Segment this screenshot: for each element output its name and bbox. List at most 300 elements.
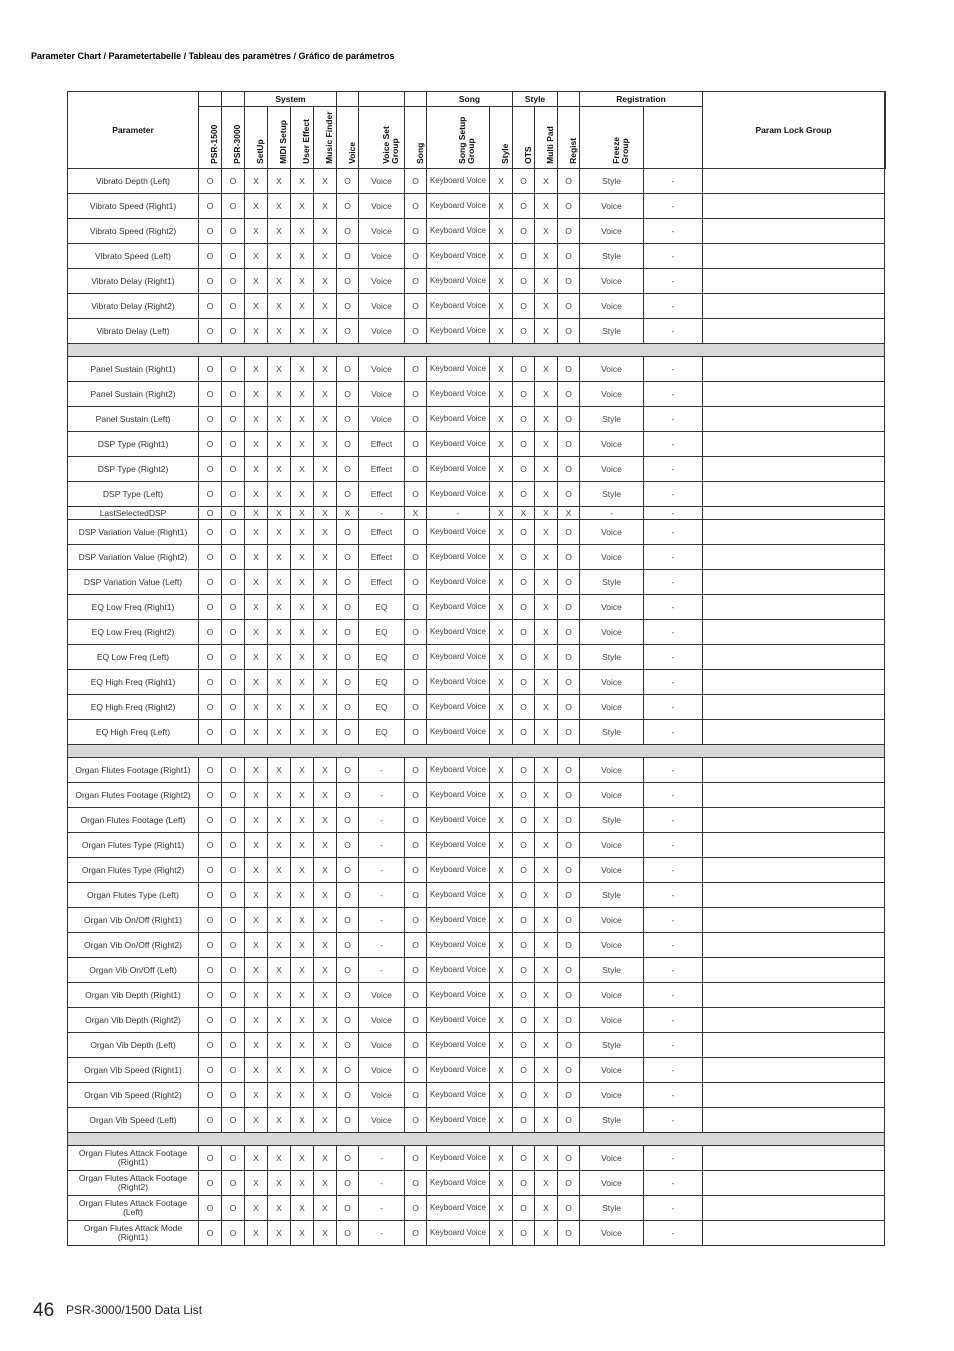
cell-value: O (513, 933, 535, 958)
cell-value: X (291, 507, 314, 520)
note-cell (703, 670, 885, 695)
cell-value: O (337, 1196, 359, 1221)
cell-value: X (490, 1083, 513, 1108)
cell-value: X (268, 520, 291, 545)
cell-value: X (291, 933, 314, 958)
cell-value: O (558, 357, 580, 382)
cell-value: X (490, 432, 513, 457)
cell-value: Voice (580, 1008, 644, 1033)
cell-value: - (644, 1221, 703, 1246)
table-row (68, 269, 886, 294)
cell-value: X (291, 833, 314, 858)
note-cell (703, 1146, 885, 1171)
cell-value: O (558, 595, 580, 620)
cell-value: X (535, 808, 558, 833)
cell-value: - (359, 933, 405, 958)
cell-value: Voice (580, 432, 644, 457)
cell-value: X (337, 507, 359, 520)
cell-value: O (222, 883, 245, 908)
cell-value: O (337, 382, 359, 407)
cell-value: O (222, 933, 245, 958)
cell-value: X (268, 1008, 291, 1033)
table-row (68, 695, 886, 720)
parameter-name: Vibrato Speed (Left) (68, 244, 199, 269)
cell-value: X (490, 983, 513, 1008)
cell-value: O (337, 570, 359, 595)
cell-value: X (490, 1108, 513, 1133)
cell-value: X (268, 570, 291, 595)
cell-value: X (245, 1108, 268, 1133)
cell-value: Keyboard Voice (427, 357, 490, 382)
cell-value: X (314, 407, 337, 432)
cell-value: - (644, 1083, 703, 1108)
cell-value: X (291, 382, 314, 407)
cell-value: O (337, 670, 359, 695)
parameter-name: Panel Sustain (Left) (68, 407, 199, 432)
note-cell (703, 595, 885, 620)
cell-value: X (291, 570, 314, 595)
cell-value: Voice (359, 382, 405, 407)
cell-value: O (513, 808, 535, 833)
cell-value: Voice (580, 294, 644, 319)
cell-value: O (558, 382, 580, 407)
cell-value: Voice (580, 695, 644, 720)
cell-value: O (558, 169, 580, 194)
cell-value: X (291, 858, 314, 883)
cell-value: O (558, 1171, 580, 1196)
cell-value: O (337, 1146, 359, 1171)
cell-value: O (337, 269, 359, 294)
cell-value: Effect (359, 457, 405, 482)
cell-value: O (513, 1196, 535, 1221)
cell-value: O (222, 357, 245, 382)
cell-value: Voice (359, 1083, 405, 1108)
cell-value: X (535, 858, 558, 883)
cell-value: Keyboard Voice (427, 319, 490, 344)
cell-value: - (644, 407, 703, 432)
cell-value: Voice (580, 457, 644, 482)
cell-value: Voice (359, 169, 405, 194)
parameter-name: LastSelectedDSP (68, 507, 199, 520)
cell-value: O (405, 908, 427, 933)
note-cell (703, 958, 885, 983)
cell-value: O (405, 695, 427, 720)
cell-value: X (535, 432, 558, 457)
note-cell (703, 933, 885, 958)
table-row (68, 407, 886, 432)
cell-value: O (337, 169, 359, 194)
parameter-name: DSP Variation Value (Right1) (68, 520, 199, 545)
table-row (68, 758, 886, 783)
cell-value: - (359, 833, 405, 858)
cell-value: O (199, 1058, 222, 1083)
cell-value: O (558, 482, 580, 507)
cell-value: - (359, 507, 405, 520)
cell-value: X (245, 620, 268, 645)
cell-value: X (268, 1196, 291, 1221)
parameter-chart (67, 91, 886, 1246)
cell-value: X (490, 319, 513, 344)
cell-value: O (199, 1196, 222, 1221)
cell-value: X (291, 1083, 314, 1108)
cell-value: O (199, 833, 222, 858)
cell-value: Keyboard Voice (427, 432, 490, 457)
cell-value: O (513, 758, 535, 783)
cell-value: Voice (359, 1108, 405, 1133)
cell-value: O (513, 570, 535, 595)
cell-value: X (314, 983, 337, 1008)
cell-value: O (558, 720, 580, 745)
cell-value: X (490, 1196, 513, 1221)
cell-value: X (291, 783, 314, 808)
note-cell (703, 570, 885, 595)
cell-value: X (314, 1196, 337, 1221)
cell-value: O (558, 1146, 580, 1171)
cell-value: O (222, 758, 245, 783)
cell-value: Effect (359, 432, 405, 457)
cell-value: X (245, 1058, 268, 1083)
cell-value: X (245, 695, 268, 720)
cell-value: Voice (359, 294, 405, 319)
cell-value: Style (580, 482, 644, 507)
cell-value: O (222, 1221, 245, 1246)
table-row (68, 1171, 886, 1196)
cell-value: X (535, 357, 558, 382)
column-header: SetUp (245, 107, 268, 169)
cell-value: Keyboard Voice (427, 645, 490, 670)
cell-value: O (222, 520, 245, 545)
note-cell (703, 482, 885, 507)
cell-value: O (337, 194, 359, 219)
cell-value: O (222, 457, 245, 482)
cell-value: Keyboard Voice (427, 269, 490, 294)
note-cell (703, 720, 885, 745)
cell-value: O (222, 833, 245, 858)
cell-value: X (490, 958, 513, 983)
cell-value: O (513, 620, 535, 645)
cell-value: X (535, 570, 558, 595)
cell-value: X (490, 1146, 513, 1171)
cell-value: O (199, 432, 222, 457)
cell-value: O (558, 1221, 580, 1246)
cell-value: X (535, 645, 558, 670)
cell-value: X (291, 482, 314, 507)
cell-value: O (222, 908, 245, 933)
parameter-name: EQ High Freq (Right1) (68, 670, 199, 695)
header-group-style: Style (513, 92, 558, 107)
cell-value: Voice (580, 219, 644, 244)
cell-value: X (535, 457, 558, 482)
cell-value: O (199, 908, 222, 933)
cell-value: O (558, 545, 580, 570)
table-row (68, 382, 886, 407)
cell-value: Voice (359, 1033, 405, 1058)
cell-value: O (222, 958, 245, 983)
cell-value: O (405, 883, 427, 908)
cell-value: Voice (580, 269, 644, 294)
cell-value: X (245, 933, 268, 958)
cell-value: O (513, 670, 535, 695)
cell-value: O (222, 294, 245, 319)
cell-value: X (535, 482, 558, 507)
table-row (68, 520, 886, 545)
cell-value: Voice (359, 1058, 405, 1083)
cell-value: Voice (580, 1058, 644, 1083)
cell-value: Effect (359, 570, 405, 595)
cell-value: X (314, 1033, 337, 1058)
note-cell (703, 883, 885, 908)
cell-value: Keyboard Voice (427, 858, 490, 883)
cell-value: Keyboard Voice (427, 382, 490, 407)
cell-value: O (405, 1171, 427, 1196)
cell-value: X (314, 507, 337, 520)
cell-value: X (314, 783, 337, 808)
note-cell (703, 407, 885, 432)
cell-value: O (405, 758, 427, 783)
cell-value: O (337, 294, 359, 319)
table-row (68, 432, 886, 457)
parameter-name: Organ Vib On/Off (Left) (68, 958, 199, 983)
cell-value: X (490, 194, 513, 219)
cell-value: O (337, 457, 359, 482)
cell-value: Style (580, 319, 644, 344)
cell-value: Voice (580, 1146, 644, 1171)
cell-value: O (405, 570, 427, 595)
section-divider (68, 745, 886, 758)
cell-value: O (405, 169, 427, 194)
cell-value: X (535, 244, 558, 269)
cell-value: X (268, 670, 291, 695)
cell-value: O (199, 883, 222, 908)
cell-value: - (644, 1171, 703, 1196)
note-cell (703, 545, 885, 570)
table-row (68, 1033, 886, 1058)
cell-value: - (644, 1058, 703, 1083)
cell-value: O (199, 1008, 222, 1033)
cell-value: - (644, 1108, 703, 1133)
cell-value: O (222, 695, 245, 720)
cell-value: Voice (359, 194, 405, 219)
cell-value: - (644, 595, 703, 620)
cell-value: Keyboard Voice (427, 1108, 490, 1133)
cell-value: O (199, 670, 222, 695)
table-row (68, 908, 886, 933)
cell-value: O (405, 457, 427, 482)
parameter-name: Organ Flutes Attack Footage (Left) (68, 1196, 199, 1221)
note-cell (703, 1058, 885, 1083)
cell-value: - (644, 720, 703, 745)
cell-value: X (291, 595, 314, 620)
cell-value: O (405, 1221, 427, 1246)
column-header: Multi Pad (535, 107, 558, 169)
cell-value: X (535, 758, 558, 783)
cell-value: - (644, 219, 703, 244)
cell-value: O (513, 1083, 535, 1108)
cell-value: O (558, 783, 580, 808)
cell-value: X (291, 1008, 314, 1033)
cell-value: Voice (580, 933, 644, 958)
cell-value: Voice (580, 1083, 644, 1108)
note-cell (703, 432, 885, 457)
cell-value: O (337, 908, 359, 933)
cell-value: Keyboard Voice (427, 695, 490, 720)
note-cell (703, 520, 885, 545)
note-cell (703, 1221, 885, 1246)
cell-value: X (535, 695, 558, 720)
cell-value: X (268, 1146, 291, 1171)
cell-value: O (337, 432, 359, 457)
cell-value: O (199, 194, 222, 219)
cell-value: O (222, 432, 245, 457)
cell-value: X (245, 294, 268, 319)
note-cell (703, 457, 885, 482)
cell-value: O (513, 908, 535, 933)
cell-value: X (268, 219, 291, 244)
cell-value: O (558, 269, 580, 294)
cell-value: X (490, 670, 513, 695)
cell-value: X (490, 758, 513, 783)
cell-value: X (535, 670, 558, 695)
cell-value: X (268, 457, 291, 482)
cell-value: O (513, 1033, 535, 1058)
cell-value: X (314, 645, 337, 670)
cell-value: O (558, 808, 580, 833)
cell-value: Keyboard Voice (427, 908, 490, 933)
cell-value: O (405, 620, 427, 645)
cell-value: X (245, 670, 268, 695)
cell-value: - (644, 294, 703, 319)
cell-value: X (535, 269, 558, 294)
cell-value: O (513, 883, 535, 908)
parameter-name: Organ Vib Depth (Right1) (68, 983, 199, 1008)
cell-value: X (291, 219, 314, 244)
cell-value: Style (580, 1108, 644, 1133)
cell-value: O (558, 520, 580, 545)
note-cell (703, 1171, 885, 1196)
cell-value: X (268, 645, 291, 670)
cell-value: X (314, 294, 337, 319)
cell-value: X (490, 382, 513, 407)
cell-value: EQ (359, 720, 405, 745)
cell-value: Voice (359, 1008, 405, 1033)
cell-value: X (490, 1058, 513, 1083)
cell-value: O (558, 758, 580, 783)
cell-value: O (199, 1171, 222, 1196)
cell-value: - (644, 382, 703, 407)
cell-value: X (291, 432, 314, 457)
cell-value: X (245, 244, 268, 269)
cell-value: X (268, 407, 291, 432)
table-row (68, 983, 886, 1008)
parameter-name: Vibrato Delay (Right1) (68, 269, 199, 294)
cell-value: O (558, 294, 580, 319)
table-row (68, 294, 886, 319)
cell-value: O (513, 983, 535, 1008)
cell-value: Voice (580, 670, 644, 695)
cell-value: X (291, 1146, 314, 1171)
cell-value: X (490, 695, 513, 720)
cell-value: O (337, 1008, 359, 1033)
column-header: Voice Set Group (359, 107, 405, 169)
cell-value: O (513, 695, 535, 720)
cell-value: O (199, 808, 222, 833)
cell-value: O (405, 1008, 427, 1033)
cell-value: X (314, 570, 337, 595)
cell-value: O (405, 833, 427, 858)
cell-value: O (405, 1083, 427, 1108)
cell-value: X (245, 1221, 268, 1246)
parameter-name: Vibrato Delay (Left) (68, 319, 199, 344)
cell-value: X (314, 1171, 337, 1196)
cell-value: O (337, 833, 359, 858)
cell-value: O (513, 244, 535, 269)
cell-value: Style (580, 645, 644, 670)
cell-value: - (644, 545, 703, 570)
document-title: PSR-3000/1500 Data List (66, 1303, 203, 1317)
table-row (68, 620, 886, 645)
cell-value: X (291, 1033, 314, 1058)
cell-value: X (314, 319, 337, 344)
cell-value: O (558, 983, 580, 1008)
cell-value: O (199, 720, 222, 745)
cell-value: O (222, 570, 245, 595)
cell-value: O (405, 269, 427, 294)
cell-value: X (535, 1108, 558, 1133)
cell-value: X (291, 1221, 314, 1246)
cell-value: O (337, 1033, 359, 1058)
column-header: OTS (513, 107, 535, 169)
note-cell (703, 169, 885, 194)
parameter-name: EQ High Freq (Left) (68, 720, 199, 745)
cell-value: X (268, 858, 291, 883)
parameter-name: DSP Type (Right2) (68, 457, 199, 482)
cell-value: O (199, 595, 222, 620)
cell-value: X (535, 194, 558, 219)
column-header: PSR-1500 (199, 107, 222, 169)
cell-value: X (314, 520, 337, 545)
cell-value: O (513, 595, 535, 620)
cell-value: X (535, 219, 558, 244)
cell-value: O (199, 958, 222, 983)
table-row (68, 194, 886, 219)
cell-value: O (199, 645, 222, 670)
table-row (68, 482, 886, 507)
parameter-name: Organ Vib Depth (Right2) (68, 1008, 199, 1033)
cell-value: X (490, 357, 513, 382)
cell-value: Keyboard Voice (427, 294, 490, 319)
cell-value: O (337, 1083, 359, 1108)
parameter-name: DSP Type (Right1) (68, 432, 199, 457)
cell-value: X (268, 620, 291, 645)
cell-value: O (558, 958, 580, 983)
cell-value: X (245, 1033, 268, 1058)
cell-value: X (268, 833, 291, 858)
cell-value: O (558, 244, 580, 269)
cell-value: X (268, 958, 291, 983)
parameter-name: Organ Vib On/Off (Right1) (68, 908, 199, 933)
cell-value: X (314, 357, 337, 382)
cell-value: Voice (580, 983, 644, 1008)
note-cell (703, 244, 885, 269)
cell-value: O (337, 958, 359, 983)
parameter-name: Vibrato Delay (Right2) (68, 294, 199, 319)
note-cell (703, 833, 885, 858)
cell-value: X (535, 382, 558, 407)
cell-value: O (199, 357, 222, 382)
cell-value: O (405, 858, 427, 883)
cell-value: O (558, 1108, 580, 1133)
cell-value: X (314, 219, 337, 244)
